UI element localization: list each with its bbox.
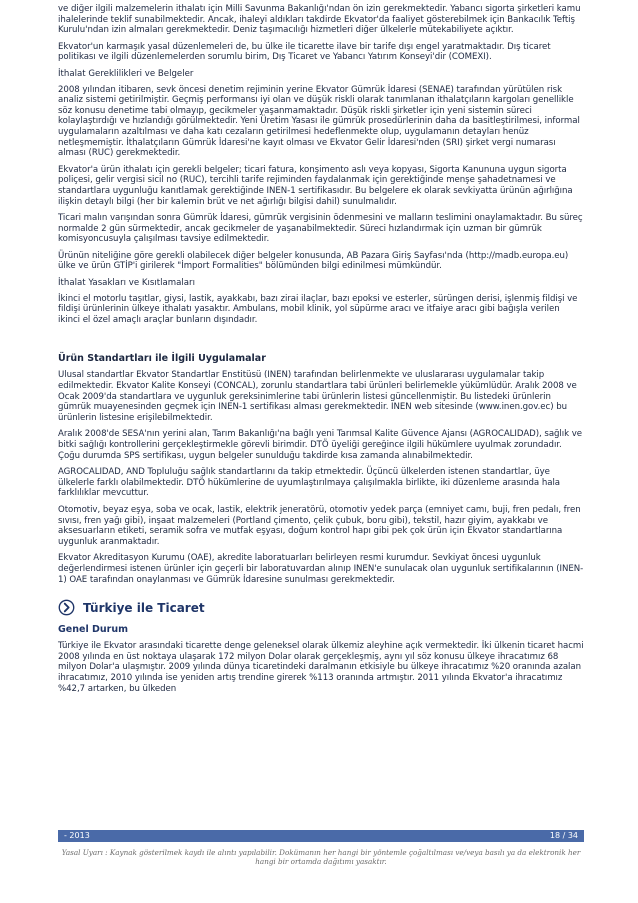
section-title-standart: Ürün Standartları ile İlgili Uygulamalar: [58, 353, 266, 365]
paragraph: AGROCALIDAD, AND Topluluğu sağlık standartlarını da takip etmektedir. Üçüncü ülkelerden istenen standartlar, üye ülkelerle farklı olabilmektedir. DTÖ hükümlerine de uyumlaştırılmaya çalışılmakla birlikte, iki düzenleme arasında hala farklılıklar mevcuttur.: [58, 467, 560, 499]
paragraphs-yasak: [58, 294, 584, 326]
page-number: 18 / 34: [549, 831, 578, 840]
paragraph: Ürünün niteliğine göre gerekli olabilecek diğer belgeler konusunda, AB Pazara Giriş Sayfası'nda (http://madb.europa.eu) ülke ve ürün GTİP'i girilerek "İmport Formalities" bölümünden bilgi edinilmesi mümkündür.: [58, 250, 569, 272]
chevron-right-circle-icon: [58, 599, 75, 616]
paragraphs-standart: [58, 370, 584, 585]
subsection-title-genel: Genel Durum: [58, 624, 129, 636]
paragraph: Ekvator Akreditasyon Kurumu (OAE), akredite laboratuarları belirleyen resmi kurumdur. Sevkiyat öncesi uygunluk değerlendirmesi istenen ürünler için geçerli bir laboratuvardan alınıp INEN'e sunulacak olan uygunluk sertifikalarının (INEN-1) OAE tarafından onaylanması ve Gümrük İdaresine sunulması gerekmektedir.: [58, 553, 584, 585]
paragraph: Aralık 2008'de SESA'nın yerini alan, Tarım Bakanlığı'na bağlı yeni Tarımsal Kalite Güvence Ajansı (AGROCALIDAD), sağlık ve bitki sağlığı kontrollerini gerçekleştirmekle görevli birimdir. DTÖ üyeliği gereğince ilgili hükümlere uyulmak zorundadır. Çoğu durumda SPS sertifikası, uygun belgeler sunulduğu takdirde kısa zamanda alınabilmektedir.: [58, 429, 582, 461]
paragraph: Ekvator'un karmaşık yasal düzenlemeleri de, bu ülke ile ticarette ilave bir tarife dışı engel yaratmaktadır. Dış ticaret politikası ve ilgili düzenlemelerden sorumlu birim, Dış Ticaret ve Yabancı Yatırım Konseyi'dir (COMEXI).: [58, 41, 551, 63]
paragraph: Ticari malın varışından sonra Gümrük İdaresi, gümrük vergisinin ödenmesini ve malların teslimini onaylamaktadır. Bu süreç normalde 2 gün sürmektedir, ancak gecikmeler de yaşanabilmektedir. Süreci hızlandırmak için uzman bir gümrük komisyoncusuyla çalışılması tavsiye edilmektedir.: [58, 213, 583, 245]
subheading-yasak: İthalat Yasakları ve Kısıtlamaları: [58, 278, 195, 289]
footer-year: - 2013: [64, 831, 90, 840]
paragraphs-ithalat: [58, 85, 584, 273]
legal-disclaimer: Yasal Uyarı : Kaynak gösterilmek kaydı ile alıntı yapılabilir. Dokümanın her hangi bir yöntemle çoğaltılması ve/veya basılı ya da elektronik her hangi bir ortamda dağıtımı yasaktır.: [61, 848, 581, 866]
paragraph: 2008 yılından itibaren, sevk öncesi denetim rejiminin yerine Ekvator Gümrük İdaresi (SENAE) tarafından yürütülen risk analiz sistemi getirilmiştir. Geçmiş performansı iyi olan ve düşük riskli olarak tanımlanan ithalatçıların kargoları genellikle söz konusu denetime tabi olmayıp, gecikmeler yaşanmamaktadır. Düşük riskli şirketler için yeni sistemin süreci kolaylaştırdığı ve hızlandığı görülmektedir. Yeni Üretim Yasası ile gümrük prosedürlerinin daha da basitleştirilmesi, informal uygulamaların azaltılması ve daha katı cezaların getirilmesi hedeflenmekte olup, uygulamanın detayları henüz netleşmemiştir. İthalatçıların Gümrük İdaresi'ne kayıt olması ve Ekvator Gelir İdaresi'nden (SRI) şirket vergi numarası alması (RUC) gerekmektedir.: [58, 84, 580, 159]
paragraph: Ulusal standartlar Ekvator Standartlar Enstitüsü (INEN) tarafından belirlenmekte ve uluslararası uygulamalar takip edilmektedir. Ekvator Kalite Konseyi (CONCAL), zorunlu standartlara tabi ürünleri belirlemekle yükümlüdür. Aralık 2008 ve Ocak 2009'da standartlara ve uygunluk gereksinimlerine tabi ürünlerin listesi güncellenmiştir. Bu listedeki ürünlerin gümrük muayenesinden geçmek için INEN-1 sertifikası alması gerekmektedir. INEN web sitesinde (www.inen.gov.ec) bu ürünlerin listesine erişilebilmektedir.: [58, 370, 577, 423]
document-page: [58, 4, 584, 700]
subheading-ithalat: İthalat Gereklilikleri ve Belgeler: [58, 68, 194, 79]
section-heading-turkiye: [58, 599, 584, 616]
paragraph: Otomotiv, beyaz eşya, soba ve ocak, lastik, elektrik jeneratörü, otomotiv yedek parça (emniyet camı, buji, fren pedalı, fren sıvısı, fren yağı gibi), inşaat malzemeleri (Portland çimento, çelik çubuk, boru gibi), tekstil, hazır giyim, ayakkabı ve aksesuarların etiketi, seramik sofra ve mutfak eşyası, doğum kontrol hapı gibi pek çok ürün için Ekvator standartlarına uygunluk aranmaktadır.: [58, 504, 581, 547]
paragraphs-turkiye: [58, 641, 584, 694]
footer-bar: [58, 830, 584, 842]
paragraph: Türkiye ile Ekvator arasındaki ticarette denge geleneksel olarak ülkemiz aleyhine açık vermektedir. İki ülkenin ticaret hacmi 2008 yılında en üst noktaya ulaşarak 172 milyon Dolar olarak gerçekleşmiş, aynı yıl söz konusu ülkeye ihracatımız 68 milyon Dolar'a ulaşmıştır. 2009 yılında dünya ticaretindeki daralmanın etkisiyle bu ülkeye ihracatımız %20 oranında azalan ihracatımız, 2010 yılında ise yeniden artış trendine girerek %113 oranında artmıştır. 2011 yılında Ekvator'a ihracatımız %42,7 artarken, bu ülkeden: [58, 641, 584, 694]
paragraph: ve diğer ilgili malzemelerin ithalatı için Milli Savunma Bakanlığı'ndan ön izin gerekmektedir. Yabancı sigorta şirketleri kamu ihalelerinde teklif sunabilmektedir. Ancak, ihaleyi aldıkları takdirde Ekvator'da faaliyet gösterebilmek için Bankacılık Teftiş Kurulu'ndan izin almaları gerekmektedir. Deniz taşımacılığı hizmetleri diğer ülkelerle mütekabiliyete açıktır.: [58, 4, 581, 36]
paragraph: Ekvator'a ürün ithalatı için gerekli belgeler; ticari fatura, konşimento aslı veya kopyası, Sigorta Kanununa uygun sigorta poliçesi, gelir vergisi sicil no (RUC), tercihli tarife rejiminden faydalanmak için gerektiğinde menşe şahadetnamesi ve standartlara uygunluğu kanıtlamak gerektiğinde INEN-1 sertifikasıdır. Bu belgelere ek olarak sevkiyatta ürünün ağırlığına ilişkin detaylı bilgi (her bir kalemin brüt ve net ağırlığı bilgisi dahil) sunulmalıdır.: [58, 164, 573, 207]
section-title-turkiye: Türkiye ile Ticaret: [83, 600, 205, 615]
paragraphs-top: [58, 4, 584, 63]
paragraph: İkinci el motorlu taşıtlar, giysi, lastik, ayakkabı, bazı zirai ilaçlar, bazı epoksi ve esterler, sürüngen derisi, işlenmiş fildişi ve fildişi ürünlerinin ülkeye ithalatı yasaktır. Ambulans, mobil klinik, yol süpürme aracı ve itfaiye aracı gibi bağışla verilen ikinci el özel amaçlı araçlar bunların dışındadır.: [58, 293, 578, 325]
